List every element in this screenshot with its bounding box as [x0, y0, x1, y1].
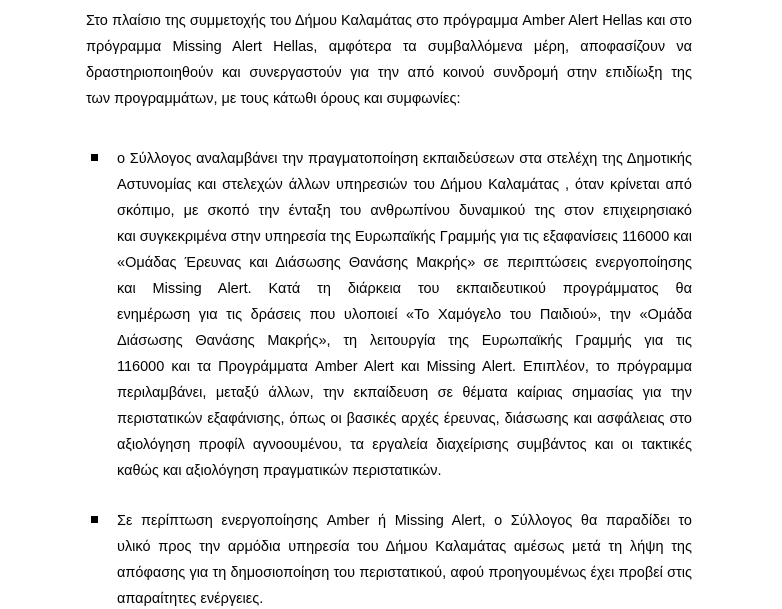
square-bullet-icon: [91, 516, 98, 523]
bullet-line: και συγκεκριμένα στην υπηρεσία της Ευρωπαϊκής Γραμμής για τις εξαφανίσεις 116000 και: [117, 229, 692, 245]
bullet-line: «Ομάδας Έρευνας και Διάσωσης Θανάσης Μακρής» σε περιπτώσεις ενεργοποίησης: [117, 255, 692, 271]
bullet-line: υλικό προς την αρμόδια υπηρεσία του Δήμου Καλαμάτας αμέσως μετά τη λήψη της: [117, 539, 692, 555]
bullet-line: περιλαμβάνει, μεταξύ άλλων, την εκπαίδευση σε θέματα καίριας σημασίας για την: [117, 385, 692, 401]
bullet-line: αξιολόγηση προφίλ αγνοουμένου, τα εργαλεία διαχείρισης συμβάντος και οι τακτικές: [117, 437, 692, 453]
bullet-line: 116000 και τα Προγράμματα Amber Alert και Missing Alert. Επιπλέον, το πρόγραμμα: [117, 359, 692, 375]
bullet-line: απαραίτητες ενέργειες.: [117, 591, 264, 607]
bullet-line: Διάσωσης Θανάσης Μακρής», τη λειτουργία της Ευρωπαϊκής Γραμμής για τις: [117, 333, 692, 349]
bullet-line: ο Σύλλογος αναλαμβάνει την πραγματοποίηση εκπαιδεύσεων στα στελέχη της Δημοτικής: [117, 151, 692, 167]
intro-line: των προγραμμάτων, με τους κάτωθι όρους και συμφωνίες:: [86, 91, 461, 107]
intro-line: Στο πλαίσιο της συμμετοχής του Δήμου Καλαμάτας στο πρόγραμμα Amber Alert Hellas και στο: [86, 13, 692, 29]
bullet-line: απόφασης για τη δημοσιοποίηση του περιστατικού, αφού προηγουμένως έχει προβεί στις: [117, 565, 692, 581]
square-bullet-icon: [91, 154, 98, 161]
bullet-line: ενημέρωση για τις δράσεις που υλοποιεί «Το Χαμόγελο του Παιδιού», την «Ομάδα: [117, 307, 692, 323]
bullet-line: σκόπιμο, με σκοπό την ένταξη του ανθρωπίνου δυναμικού της στον επιχειρησιακό: [117, 203, 692, 219]
bullet-line: καθώς και αξιολόγηση πραγματικών περιστατικών.: [117, 463, 442, 479]
intro-line: δραστηριοποιηθούν και συνεργαστούν για την από κοινού συνδρομή στην επιδίωξη της: [86, 65, 692, 81]
bullet-line: και Missing Alert. Κατά τη διάρκεια του εκπαιδευτικού προγράμματος θα: [117, 281, 692, 297]
intro-line: πρόγραμμα Missing Alert Hellas, αμφότερα τα συμβαλλόμενα μέρη, αποφασίζουν να: [86, 39, 692, 55]
bullet-line: Αστυνομίας και στελεχών άλλων υπηρεσιών του Δήμου Καλαμάτας , όταν κρίνεται από: [117, 177, 692, 193]
bullet-line: περιστατικών εξαφάνισης, όπως οι βασικές αρχές έρευνας, διάσωσης και ασφάλειας στο: [117, 411, 692, 427]
bullet-line: Σε περίπτωση ενεργοποίησης Amber ή Missing Alert, ο Σύλλογος θα παραδίδει το: [117, 513, 692, 529]
